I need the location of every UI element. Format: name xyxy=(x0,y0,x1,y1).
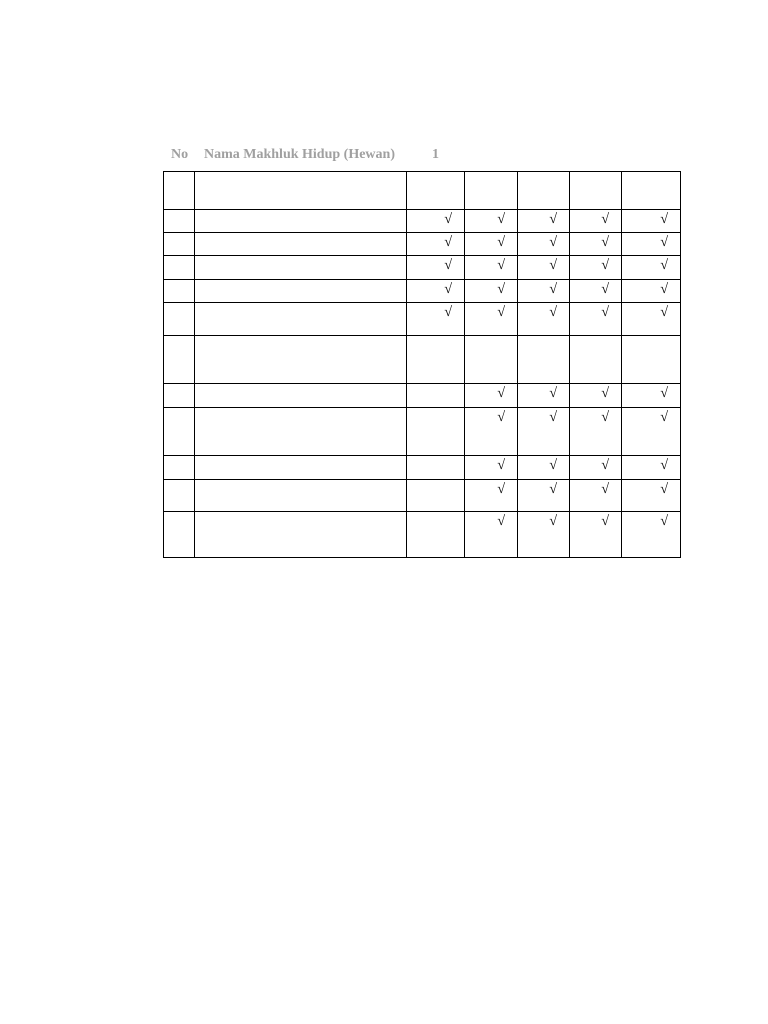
check-cell: √ xyxy=(622,233,681,256)
check-cell: √ xyxy=(518,233,570,256)
check-cell: √ xyxy=(518,210,570,233)
check-cell xyxy=(407,480,465,512)
check-cell xyxy=(622,336,681,384)
animal-name-cell xyxy=(195,384,407,408)
check-cell: √ xyxy=(570,456,622,480)
row-number-cell xyxy=(164,256,195,280)
name-column-label: Nama Makhluk Hidup (Hewan) xyxy=(204,147,395,162)
check-cell: √ xyxy=(570,210,622,233)
row-number-cell xyxy=(164,408,195,456)
check-cell xyxy=(570,172,622,210)
table-row xyxy=(164,408,681,456)
check-cell: √ xyxy=(465,512,518,558)
row-number-cell xyxy=(164,336,195,384)
check-cell: √ xyxy=(465,303,518,336)
table-row xyxy=(164,512,681,558)
check-cell xyxy=(407,384,465,408)
row-number-cell xyxy=(164,210,195,233)
table-row xyxy=(164,233,681,256)
check-cell xyxy=(622,172,681,210)
check-cell xyxy=(465,336,518,384)
check-cell: √ xyxy=(407,210,465,233)
checklist-table xyxy=(163,171,681,558)
check-cell xyxy=(518,336,570,384)
check-cell: √ xyxy=(407,233,465,256)
table-row xyxy=(164,456,681,480)
animal-name-cell xyxy=(195,336,407,384)
animal-name-cell xyxy=(195,456,407,480)
check-cell: √ xyxy=(570,512,622,558)
check-cell: √ xyxy=(570,256,622,280)
check-cell: √ xyxy=(518,408,570,456)
row-number-cell xyxy=(164,172,195,210)
check-cell: √ xyxy=(465,280,518,303)
check-cell: √ xyxy=(570,408,622,456)
check-cell xyxy=(465,172,518,210)
number-column-label: 1 xyxy=(432,147,439,162)
animal-name-cell xyxy=(195,480,407,512)
check-cell: √ xyxy=(622,210,681,233)
row-number-cell xyxy=(164,303,195,336)
table-row xyxy=(164,210,681,233)
check-cell: √ xyxy=(570,280,622,303)
check-cell: √ xyxy=(622,256,681,280)
row-number-cell xyxy=(164,456,195,480)
check-cell: √ xyxy=(465,480,518,512)
check-cell: √ xyxy=(570,233,622,256)
check-cell: √ xyxy=(622,408,681,456)
check-cell: √ xyxy=(465,408,518,456)
check-cell: √ xyxy=(465,456,518,480)
check-cell: √ xyxy=(570,480,622,512)
row-number-cell xyxy=(164,512,195,558)
row-number-cell xyxy=(164,280,195,303)
check-cell xyxy=(407,336,465,384)
check-cell xyxy=(570,336,622,384)
animal-name-cell xyxy=(195,408,407,456)
animal-name-cell xyxy=(195,280,407,303)
check-cell: √ xyxy=(570,303,622,336)
check-cell: √ xyxy=(518,256,570,280)
animal-name-cell xyxy=(195,512,407,558)
check-cell xyxy=(407,172,465,210)
check-cell xyxy=(518,172,570,210)
check-cell: √ xyxy=(518,480,570,512)
table-row xyxy=(164,336,681,384)
row-number-cell xyxy=(164,233,195,256)
check-cell: √ xyxy=(622,512,681,558)
check-cell: √ xyxy=(465,233,518,256)
check-cell: √ xyxy=(622,384,681,408)
table-row xyxy=(164,480,681,512)
check-cell: √ xyxy=(465,384,518,408)
no-column-label: No xyxy=(171,147,189,162)
check-cell: √ xyxy=(518,280,570,303)
row-number-cell xyxy=(164,480,195,512)
check-cell: √ xyxy=(518,456,570,480)
check-cell xyxy=(407,456,465,480)
check-cell xyxy=(407,408,465,456)
check-cell: √ xyxy=(518,384,570,408)
animal-name-cell xyxy=(195,210,407,233)
table-row xyxy=(164,172,681,210)
check-cell xyxy=(407,512,465,558)
check-cell: √ xyxy=(622,303,681,336)
check-cell: √ xyxy=(407,280,465,303)
row-number-cell xyxy=(164,384,195,408)
animal-name-cell xyxy=(195,303,407,336)
check-cell: √ xyxy=(407,256,465,280)
check-cell: √ xyxy=(622,456,681,480)
table-row xyxy=(164,384,681,408)
check-cell: √ xyxy=(622,480,681,512)
check-cell: √ xyxy=(465,256,518,280)
check-cell: √ xyxy=(518,512,570,558)
check-cell: √ xyxy=(407,303,465,336)
check-cell: √ xyxy=(622,280,681,303)
animal-name-cell xyxy=(195,256,407,280)
animal-name-cell xyxy=(195,172,407,210)
animal-name-cell xyxy=(195,233,407,256)
check-cell: √ xyxy=(465,210,518,233)
table-row xyxy=(164,280,681,303)
table-row xyxy=(164,303,681,336)
check-cell: √ xyxy=(518,303,570,336)
check-cell: √ xyxy=(570,384,622,408)
table-row xyxy=(164,256,681,280)
